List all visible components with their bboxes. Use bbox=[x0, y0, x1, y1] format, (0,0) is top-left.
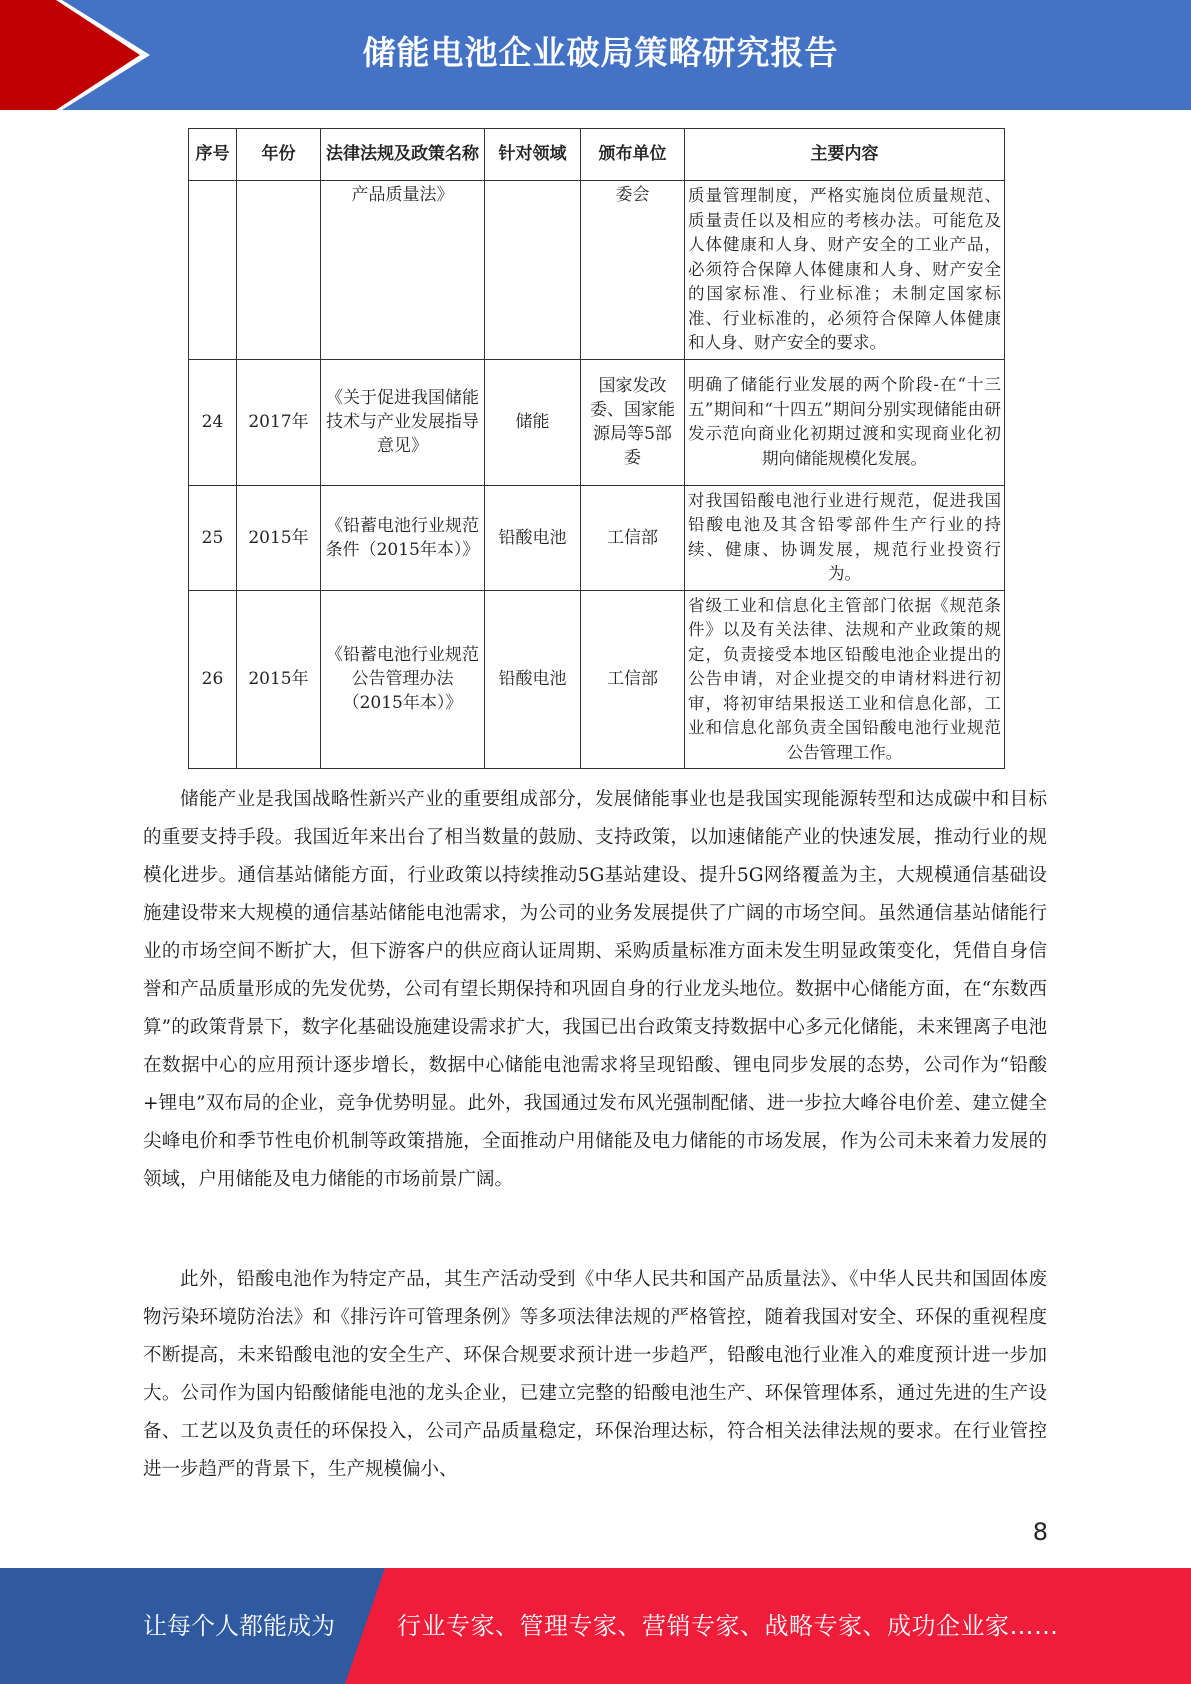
page-header bbox=[0, 0, 1191, 110]
cell-issuer: 工信部 bbox=[581, 485, 685, 590]
cell-year: 2015年 bbox=[237, 485, 321, 590]
cell-no: 24 bbox=[189, 359, 237, 485]
cell-field: 铅酸电池 bbox=[485, 485, 581, 590]
footer-slogan-left: 让每个人都能成为 bbox=[143, 1612, 335, 1640]
table-row bbox=[189, 181, 1005, 360]
header-field: 针对领域 bbox=[485, 129, 581, 181]
cell-no: 25 bbox=[189, 485, 237, 590]
cell-year bbox=[237, 181, 321, 360]
cell-no: 26 bbox=[189, 590, 237, 769]
body-paragraph: 此外，铅酸电池作为特定产品，其生产活动受到《中华人民共和国产品质量法》、《中华人民共和国固体废物污染环境防治法》和《排污许可管理条例》等多项法律法规的严格管控，随着我国对安全、环保的重视程度不断提高，未来铅酸电池的安全生产、环保合规要求预计进一步趋严，铅酸电池行业准入的难度预计进一步加大。公司作为国内铅酸储能电池的龙头企业，已建立完整的铅酸电池生产、环保管理体系，通过先进的生产设备、工艺以及负责任的环保投入，公司产品质量稳定，环保治理达标，符合相关法律法规的要求。在行业管控进一步趋严的背景下，生产规模偏小、 bbox=[143, 1269, 1047, 1480]
cell-content: 明确了储能行业发展的两个阶段-在“十三五”期间和“十四五”期间分别实现储能由研发示范向商业化初期过渡和实现商业化初期向储能规模化发展。 bbox=[685, 359, 1005, 485]
header-content: 主要内容 bbox=[685, 129, 1005, 181]
cell-field: 铅酸电池 bbox=[485, 590, 581, 769]
cell-policy-name: 产品质量法》 bbox=[321, 181, 485, 360]
table-row bbox=[189, 590, 1005, 769]
body-paragraph: 储能产业是我国战略性新兴产业的重要组成部分，发展储能事业也是我国实现能源转型和达成碳中和目标的重要支持手段。我国近年来出台了相当数量的鼓励、支持政策，以加速储能产业的快速发展，推动行业的规模化进步。通信基站储能方面，行业政策以持续推动5G基站建设、提升5G网络覆盖为主，大规模通信基础设施建设带来大规模的通信基站储能电池需求，为公司的业务发展提供了广阔的市场空间。虽然通信基站储能行业的市场空间不断扩大，但下游客户的供应商认证周期、采购质量标准方面未发生明显政策变化，凭借自身信誉和产品质量形成的先发优势，公司有望长期保持和巩固自身的行业龙头地位。数据中心储能方面，在“东数西算”的政策背景下，数字化基础设施建设需求扩大，我国已出台政策支持数据中心多元化储能，未来锂离子电池在数据中心的应用预计逐步增长，数据中心储能电池需求将呈现铅酸、锂电同步发展的态势，公司作为“铅酸+锂电”双布局的企业，竞争优势明显。此外，我国通过发布风光强制配储、进一步拉大峰谷电价差、建立健全尖峰电价和季节性电价机制等政策措施，全面推动户用储能及电力储能的市场发展，作为公司未来着力发展的领域，户用储能及电力储能的市场前景广阔。 bbox=[143, 789, 1047, 1190]
page-footer bbox=[0, 1568, 1191, 1684]
cell-policy-name: 《铅蓄电池行业规范公告管理办法（2015年本）》 bbox=[321, 590, 485, 769]
cell-year: 2015年 bbox=[237, 590, 321, 769]
policy-table bbox=[188, 128, 1005, 769]
cell-issuer: 委会 bbox=[581, 181, 685, 360]
table-row bbox=[189, 485, 1005, 590]
header-year: 年份 bbox=[237, 129, 321, 181]
header-no: 序号 bbox=[189, 129, 237, 181]
footer-slogan-right: 行业专家、管理专家、营销专家、战略专家、成功企业家…… bbox=[397, 1612, 1059, 1640]
cell-policy-name: 《铅蓄电池行业规范条件（2015年本）》 bbox=[321, 485, 485, 590]
cell-content: 质量管理制度，严格实施岗位质量规范、质量责任以及相应的考核办法。可能危及人体健康和人身、财产安全的工业产品，必须符合保障人体健康和人身、财产安全的国家标准、行业标准；未制定国家标准、行业标准的，必须符合保障人体健康和人身、财产安全的要求。 bbox=[685, 181, 1005, 360]
cell-issuer: 工信部 bbox=[581, 590, 685, 769]
table-header-row bbox=[189, 129, 1005, 181]
cell-year: 2017年 bbox=[237, 359, 321, 485]
header-issuer: 颁布单位 bbox=[581, 129, 685, 181]
cell-policy-name: 《关于促进我国储能技术与产业发展指导意见》 bbox=[321, 359, 485, 485]
cell-no bbox=[189, 181, 237, 360]
cell-issuer: 国家发改委、国家能源局等5部委 bbox=[581, 359, 685, 485]
report-title: 储能电池企业破局策略研究报告 bbox=[362, 33, 839, 72]
cell-content: 省级工业和信息化主管部门依据《规范条件》以及有关法律、法规和产业政策的规定，负责接受本地区铅酸电池企业提出的公告申请，对企业提交的申请材料进行初审，将初审结果报送工业和信息化部，工业和信息化部负责全国铅酸电池行业规范公告管理工作。 bbox=[685, 590, 1005, 769]
table-row bbox=[189, 359, 1005, 485]
header-policy-name: 法律法规及政策名称 bbox=[321, 129, 485, 181]
header-chevron-decoration bbox=[0, 0, 160, 110]
page-number: 8 bbox=[1032, 1518, 1048, 1546]
cell-field bbox=[485, 181, 581, 360]
cell-field: 储能 bbox=[485, 359, 581, 485]
cell-content: 对我国铅酸电池行业进行规范，促进我国铅酸电池及其含铅零部件生产行业的持续、健康、协调发展，规范行业投资行为。 bbox=[685, 485, 1005, 590]
